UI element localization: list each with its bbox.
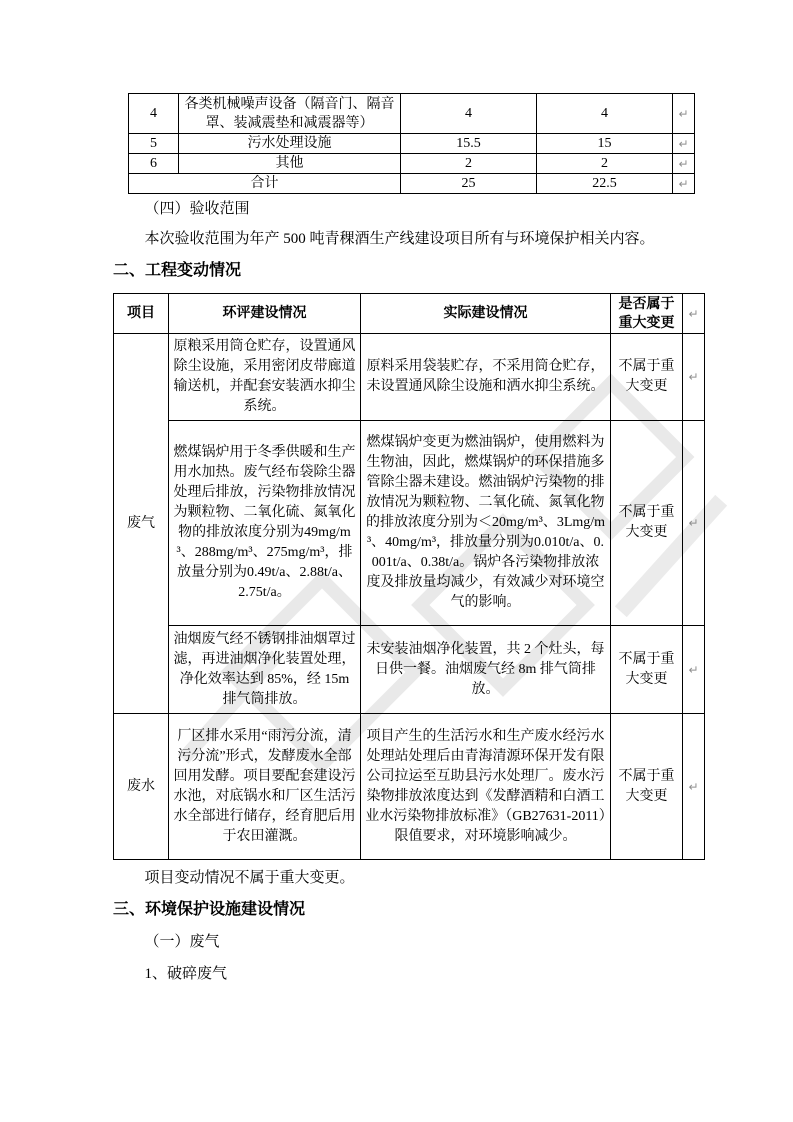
actual-value-cell: 2 — [537, 154, 673, 174]
planned-total-cell: 25 — [401, 174, 537, 194]
row-number-cell: 6 — [129, 154, 179, 174]
actual-cell: 原料采用袋装贮存，不采用筒仓贮存，未设置通风除尘设施和洒水抑尘系统。 — [361, 334, 611, 421]
paragraph-mark-icon: ↵ — [683, 714, 705, 860]
project-change-table — [113, 293, 705, 860]
table-row — [129, 94, 695, 134]
actual-cell: 项目产生的生活污水和生产废水经污水处理站处理后由青海清源环保开发有限公司拉运至互助县污水处理厂。废水污染物排放浓度达到《发酵酒精和白酒工业水污染物排放标准》（GB27631-2011）限值要求，对环境影响减少。 — [361, 714, 611, 860]
paragraph-mark-icon: ↵ — [673, 94, 695, 134]
actual-cell: 未安装油烟净化装置，共 2 个灶头，每日供一餐。油烟废气经 8m 排气筒排放。 — [361, 626, 611, 714]
actual-value-cell: 4 — [537, 94, 673, 134]
row-number-cell: 5 — [129, 134, 179, 154]
eia-cell: 燃煤锅炉用于冬季供暖和生产用水加热。废气经布袋除尘器处理后排放，污染物排放情况为颗粒物、二氧化硫、氮氧化物的排放浓度分别为49mg/m³、288mg/m³、275mg/m³，排放量分别为0.49t/a、2.88t/a、2.75t/a。 — [169, 421, 361, 626]
actual-total-cell: 22.5 — [537, 174, 673, 194]
eia-cell: 油烟废气经不锈钢排油烟罩过滤，再进油烟净化装置处理，净化效率达到 85%，经 15m 排气筒排放。 — [169, 626, 361, 714]
facility-name-cell: 其他 — [179, 154, 401, 174]
major-change-cell: 不属于重大变更 — [611, 626, 683, 714]
header-actual-cell: 实际建设情况 — [361, 294, 611, 334]
table-row — [114, 334, 705, 421]
paragraph-mark-icon: ↵ — [683, 334, 705, 421]
scope-body: 本次验收范围为年产 500 吨青稞酒生产线建设项目所有与环境保护相关内容。 — [144, 231, 655, 247]
table-row — [129, 154, 695, 174]
table-header-row — [114, 294, 705, 334]
total-label-cell: 合计 — [129, 174, 401, 194]
change-note: 项目变动情况不属于重大变更。 — [144, 870, 355, 886]
actual-value-cell: 15 — [537, 134, 673, 154]
table-row — [129, 134, 695, 154]
paragraph-mark-icon: ↵ — [673, 154, 695, 174]
eia-cell: 原粮采用筒仓贮存，设置通风除尘设施，采用密闭皮带廊道输送机，并配套安装洒水抑尘系统。 — [169, 334, 361, 421]
table-row — [114, 714, 705, 860]
section2-heading: 二、工程变动情况 — [113, 262, 242, 279]
planned-value-cell: 15.5 — [401, 134, 537, 154]
actual-cell: 燃煤锅炉变更为燃油锅炉，使用燃料为生物油，因此，燃煤锅炉的环保措施多管除尘器未建设。燃油锅炉污染物的排放情况为颗粒物、二氧化硫、氮氧化物的排放浓度分别为＜20mg/m³、3Lmg/m³、40mg/m³，排放量分别为0.010t/a、0.001t/a、0.38t/a。锅炉各污染物排放浓度及排放量均减少，有效减少对环境空气的影响。 — [361, 421, 611, 626]
header-item-cell: 项目 — [114, 294, 169, 334]
row-number-cell: 4 — [129, 94, 179, 134]
major-change-cell: 不属于重大变更 — [611, 334, 683, 421]
planned-value-cell: 4 — [401, 94, 537, 134]
table-total-row — [129, 174, 695, 194]
paragraph-mark-icon: ↵ — [683, 294, 705, 334]
eia-cell: 厂区排水采用“雨污分流，清污分流”形式，发酵废水全部回用发酵。项目要配套建设污水池，对底锅水和厂区生活污水全部进行储存，经育肥后用于农田灌溉。 — [169, 714, 361, 860]
paragraph-mark-icon: ↵ — [683, 421, 705, 626]
section3-heading: 三、环境保护设施建设情况 — [113, 901, 306, 918]
scope-heading: （四）验收范围 — [144, 201, 250, 217]
section3-sub2: 1、破碎废气 — [144, 966, 228, 982]
major-change-cell: 不属于重大变更 — [611, 421, 683, 626]
table-row — [114, 626, 705, 714]
planned-value-cell: 2 — [401, 154, 537, 174]
paragraph-mark-icon: ↵ — [673, 174, 695, 194]
facility-name-cell: 各类机械噪声设备（隔音门、隔音罩、装减震垫和减震器等） — [179, 94, 401, 134]
paragraph-mark-icon: ↵ — [683, 626, 705, 714]
section3-sub1: （一）废气 — [144, 934, 220, 950]
item-group-cell: 废气 — [114, 334, 169, 714]
paragraph-mark-icon: ↵ — [673, 134, 695, 154]
facility-summary-table — [128, 93, 695, 194]
header-eia-cell: 环评建设情况 — [169, 294, 361, 334]
facility-name-cell: 污水处理设施 — [179, 134, 401, 154]
item-group-cell: 废水 — [114, 714, 169, 860]
header-major-cell: 是否属于重大变更 — [611, 294, 683, 334]
table-row — [114, 421, 705, 626]
major-change-cell: 不属于重大变更 — [611, 714, 683, 860]
